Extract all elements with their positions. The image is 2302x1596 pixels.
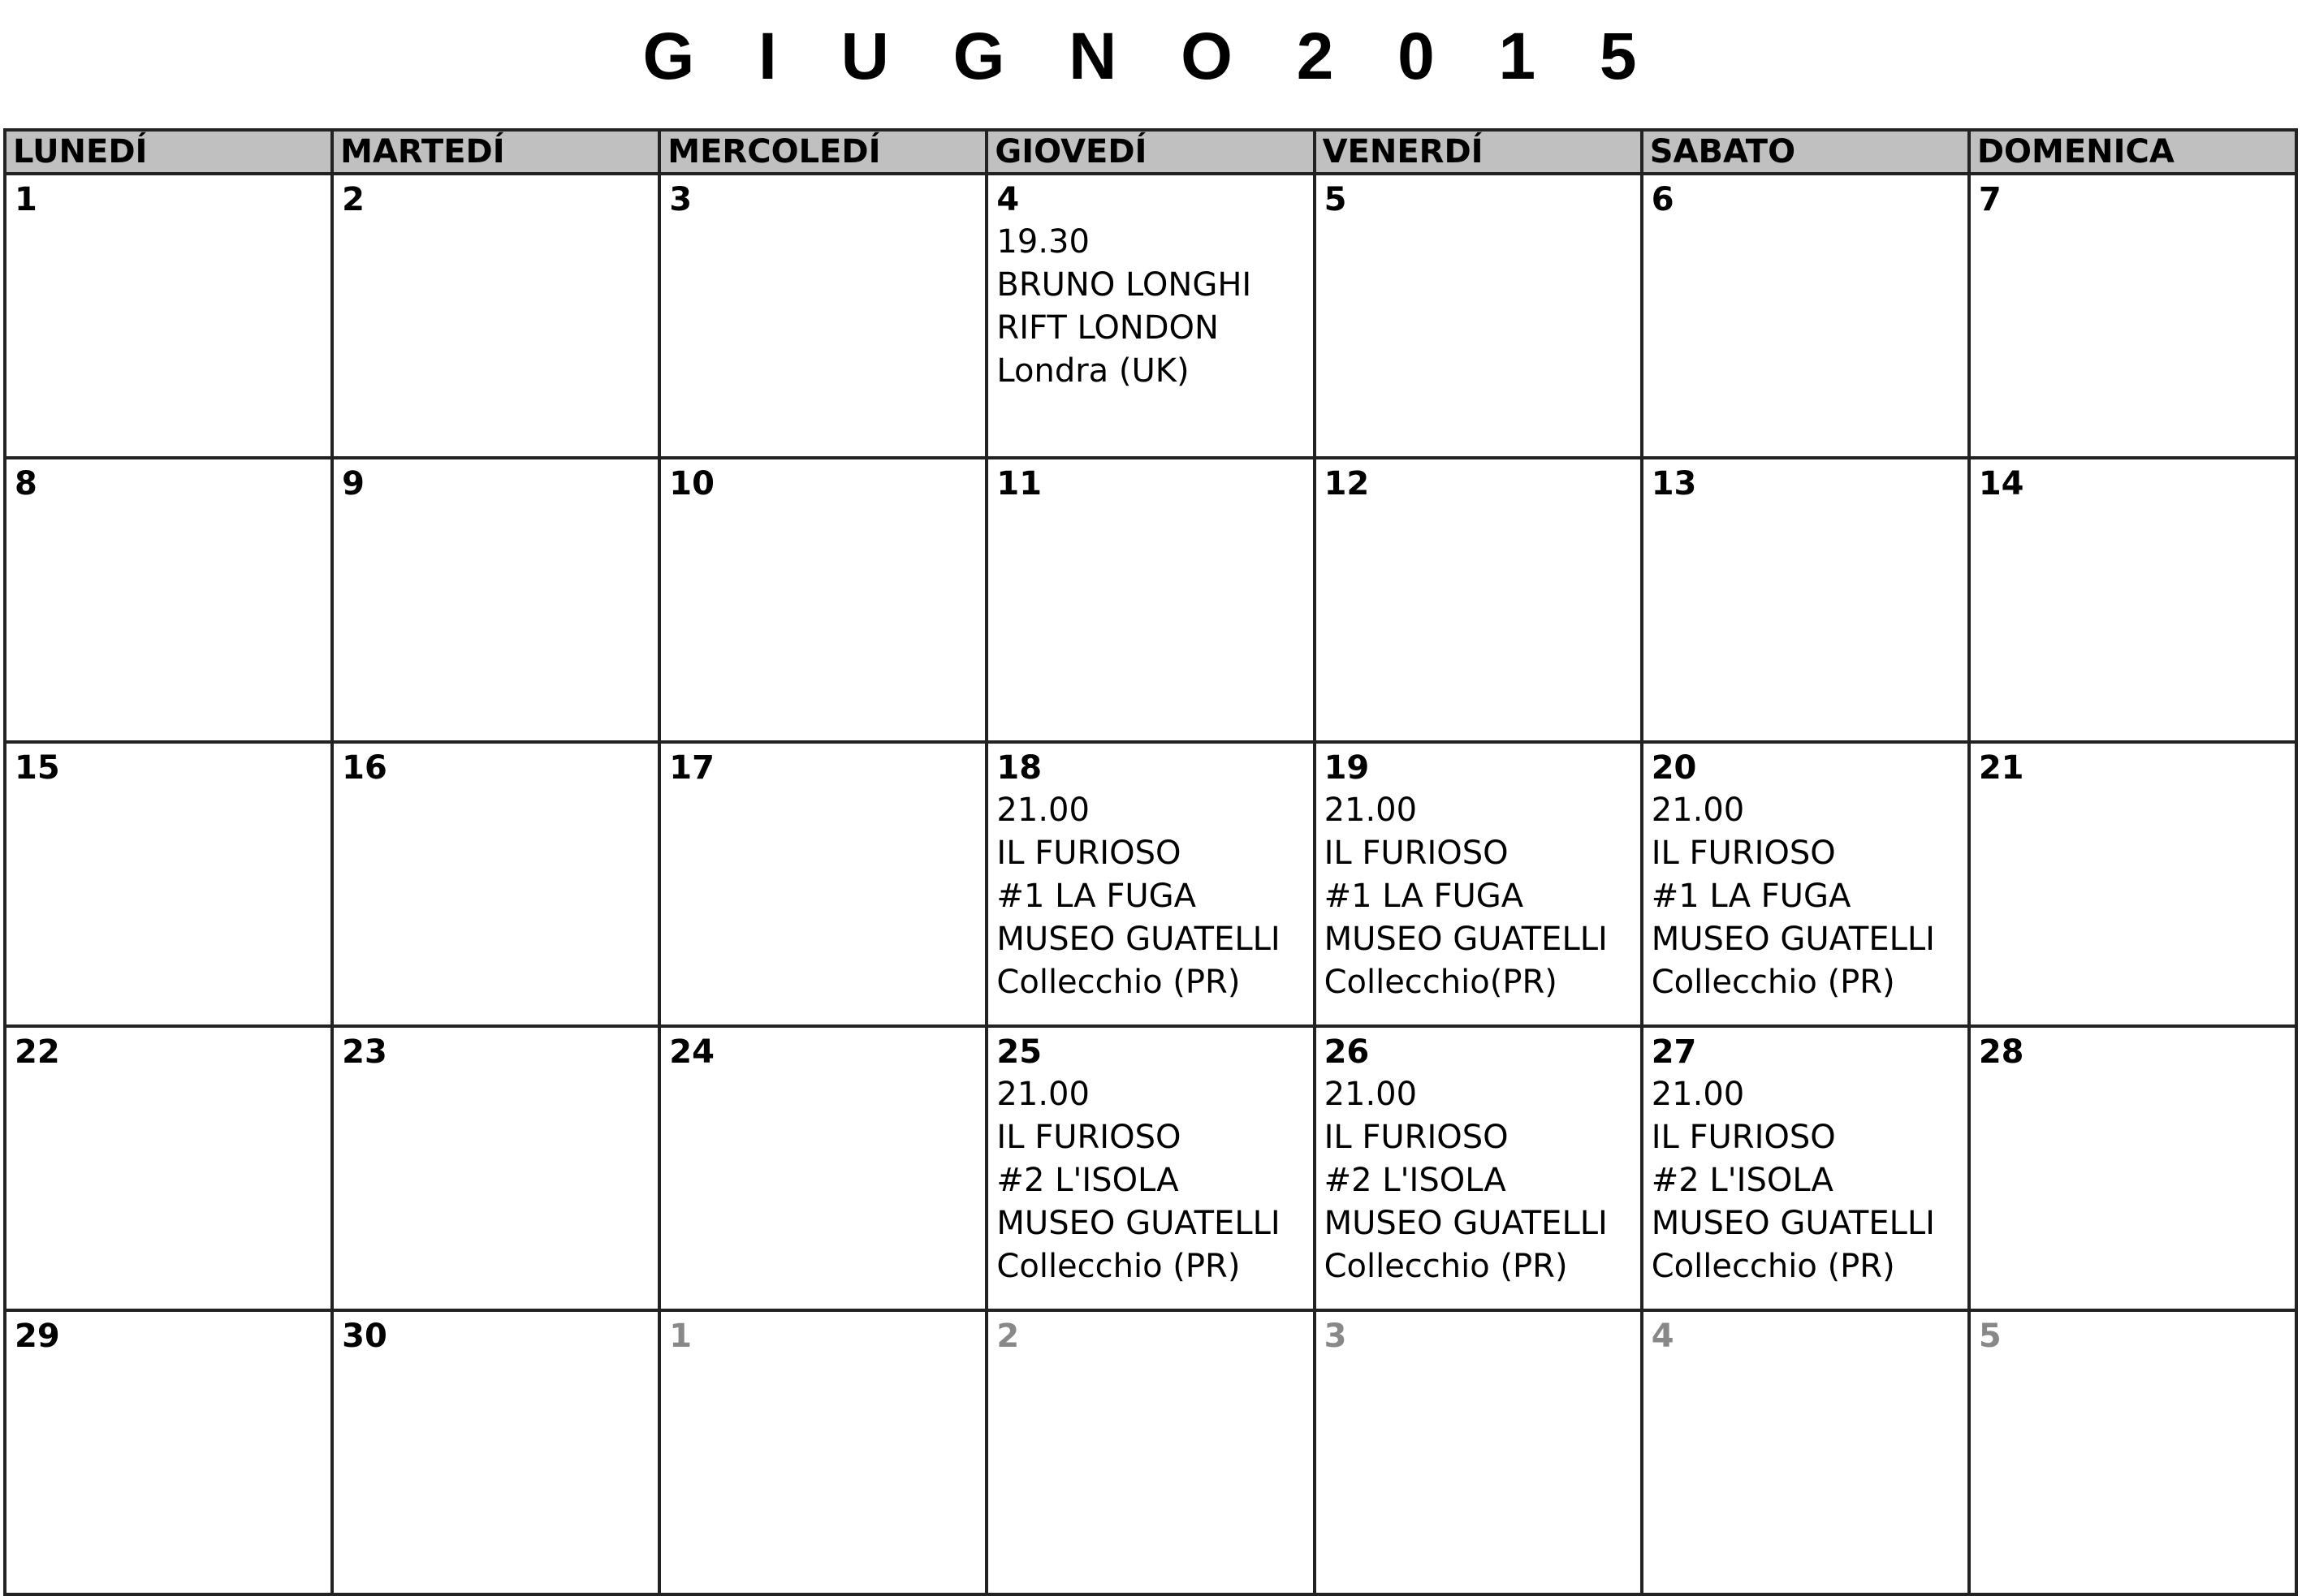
event-block <box>996 789 1312 1004</box>
day-number: 17 <box>669 749 715 787</box>
event-block <box>1324 1073 1640 1288</box>
day-number: 8 <box>15 465 37 503</box>
day-cell <box>5 742 332 1026</box>
day-cell <box>1315 742 1642 1026</box>
day-number: 16 <box>342 749 387 787</box>
event-block <box>996 221 1312 393</box>
day-cell <box>1642 174 1969 458</box>
event-line: BRUNO LONGHI <box>996 266 1252 304</box>
week-row <box>5 174 2296 458</box>
event-line: MUSEO GUATELLI <box>1651 921 1935 958</box>
day-number: 11 <box>996 465 1043 503</box>
weekday-header: MERCOLEDÍ <box>659 130 987 174</box>
day-number: 3 <box>1324 1318 1347 1355</box>
day-number: 1 <box>669 1318 693 1355</box>
day-cell <box>332 1026 659 1310</box>
day-cell <box>5 1310 332 1594</box>
week-row <box>5 1026 2296 1310</box>
day-cell <box>1315 174 1642 458</box>
day-cell <box>1642 1026 1969 1310</box>
event-line: IL FURIOSO <box>1651 835 1836 872</box>
event-line: Collecchio (PR) <box>996 964 1241 1001</box>
day-number: 12 <box>1324 465 1370 503</box>
day-number: 29 <box>15 1318 60 1355</box>
day-number: 26 <box>1324 1033 1370 1071</box>
day-number: 3 <box>669 181 693 218</box>
event-line: IL FURIOSO <box>996 835 1181 872</box>
weekday-header: SABATO <box>1642 130 1969 174</box>
day-number: 27 <box>1651 1033 1697 1071</box>
day-number: 24 <box>669 1033 715 1071</box>
day-cell <box>659 742 987 1026</box>
day-cell <box>5 1026 332 1310</box>
day-number: 5 <box>1324 181 1347 218</box>
day-number: 6 <box>1651 181 1674 218</box>
day-number: 25 <box>996 1033 1043 1071</box>
weekday-header: LUNEDÍ <box>5 130 332 174</box>
day-number: 1 <box>15 181 37 218</box>
day-number: 2 <box>996 1318 1020 1355</box>
calendar-body <box>5 174 2296 1594</box>
day-number: 7 <box>1978 181 2002 218</box>
event-line: MUSEO GUATELLI <box>1324 1205 1608 1242</box>
event-line: 21.00 <box>996 792 1090 829</box>
day-number: 9 <box>342 465 365 503</box>
weekday-header: GIOVEDÍ <box>987 130 1314 174</box>
day-cell <box>1969 458 2296 742</box>
event-block <box>1324 789 1640 1004</box>
day-cell <box>1969 742 2296 1026</box>
day-cell <box>1315 1026 1642 1310</box>
event-line: #2 L'ISOLA <box>1324 1162 1506 1199</box>
day-cell <box>332 458 659 742</box>
day-cell <box>987 1310 1314 1594</box>
day-cell <box>332 174 659 458</box>
day-cell <box>1969 174 2296 458</box>
event-line: Collecchio(PR) <box>1324 964 1557 1001</box>
day-cell <box>1642 1310 1969 1594</box>
event-line: 21.00 <box>1324 1076 1418 1113</box>
day-number: 14 <box>1978 465 2024 503</box>
event-block <box>996 1073 1312 1288</box>
week-row <box>5 458 2296 742</box>
event-line: IL FURIOSO <box>1651 1119 1836 1156</box>
calendar-title: G I U G N O 2 0 1 5 <box>642 19 1660 93</box>
weekday-header-row <box>5 130 2296 174</box>
event-line: Collecchio (PR) <box>996 1248 1241 1285</box>
calendar-grid <box>3 128 2298 1596</box>
day-cell <box>987 1026 1314 1310</box>
day-cell <box>987 174 1314 458</box>
day-number: 19 <box>1324 749 1370 787</box>
day-cell <box>332 742 659 1026</box>
day-number: 2 <box>342 181 365 218</box>
event-line: MUSEO GUATELLI <box>996 921 1281 958</box>
day-cell <box>1315 1310 1642 1594</box>
event-line: 21.00 <box>1651 792 1745 829</box>
day-cell <box>1315 458 1642 742</box>
event-line: MUSEO GUATELLI <box>1651 1205 1935 1242</box>
event-line: 19.30 <box>996 223 1090 261</box>
event-line: MUSEO GUATELLI <box>1324 921 1608 958</box>
event-line: Londra (UK) <box>996 352 1190 390</box>
event-line: RIFT LONDON <box>996 309 1219 347</box>
day-number: 30 <box>342 1318 387 1355</box>
day-cell <box>1642 458 1969 742</box>
event-line: #1 LA FUGA <box>996 878 1197 915</box>
day-cell <box>332 1310 659 1594</box>
event-line: MUSEO GUATELLI <box>996 1205 1281 1242</box>
day-cell <box>987 458 1314 742</box>
week-row <box>5 1310 2296 1594</box>
day-number: 5 <box>1978 1318 2002 1355</box>
event-line: IL FURIOSO <box>1324 835 1509 872</box>
event-line: 21.00 <box>996 1076 1090 1113</box>
day-cell <box>5 174 332 458</box>
day-number: 28 <box>1978 1033 2024 1071</box>
day-cell <box>1969 1026 2296 1310</box>
day-number: 23 <box>342 1033 387 1071</box>
day-number: 4 <box>996 181 1020 218</box>
day-number: 10 <box>669 465 715 503</box>
event-line: #2 L'ISOLA <box>996 1162 1179 1199</box>
day-number: 18 <box>996 749 1043 787</box>
event-line: Collecchio (PR) <box>1651 1248 1895 1285</box>
event-line: 21.00 <box>1324 792 1418 829</box>
day-cell <box>1642 742 1969 1026</box>
event-line: #1 LA FUGA <box>1324 878 1524 915</box>
event-line: #2 L'ISOLA <box>1651 1162 1833 1199</box>
day-number: 4 <box>1651 1318 1674 1355</box>
weekday-header: VENERDÍ <box>1315 130 1642 174</box>
day-cell <box>659 1026 987 1310</box>
event-line: 21.00 <box>1651 1076 1745 1113</box>
event-line: #1 LA FUGA <box>1651 878 1851 915</box>
day-cell <box>659 458 987 742</box>
event-line: IL FURIOSO <box>996 1119 1181 1156</box>
day-number: 15 <box>15 749 60 787</box>
day-cell <box>5 458 332 742</box>
day-number: 22 <box>15 1033 60 1071</box>
event-block <box>1652 789 1967 1004</box>
day-cell <box>1969 1310 2296 1594</box>
event-line: Collecchio (PR) <box>1651 964 1895 1001</box>
event-line: Collecchio (PR) <box>1324 1248 1568 1285</box>
day-number: 20 <box>1651 749 1697 787</box>
day-cell <box>987 742 1314 1026</box>
day-number: 13 <box>1651 465 1697 503</box>
day-cell <box>659 1310 987 1594</box>
day-cell <box>659 174 987 458</box>
event-line: IL FURIOSO <box>1324 1119 1509 1156</box>
weekday-header: MARTEDÍ <box>332 130 659 174</box>
day-number: 21 <box>1978 749 2024 787</box>
event-block <box>1652 1073 1967 1288</box>
weekday-header: DOMENICA <box>1969 130 2296 174</box>
week-row <box>5 742 2296 1026</box>
